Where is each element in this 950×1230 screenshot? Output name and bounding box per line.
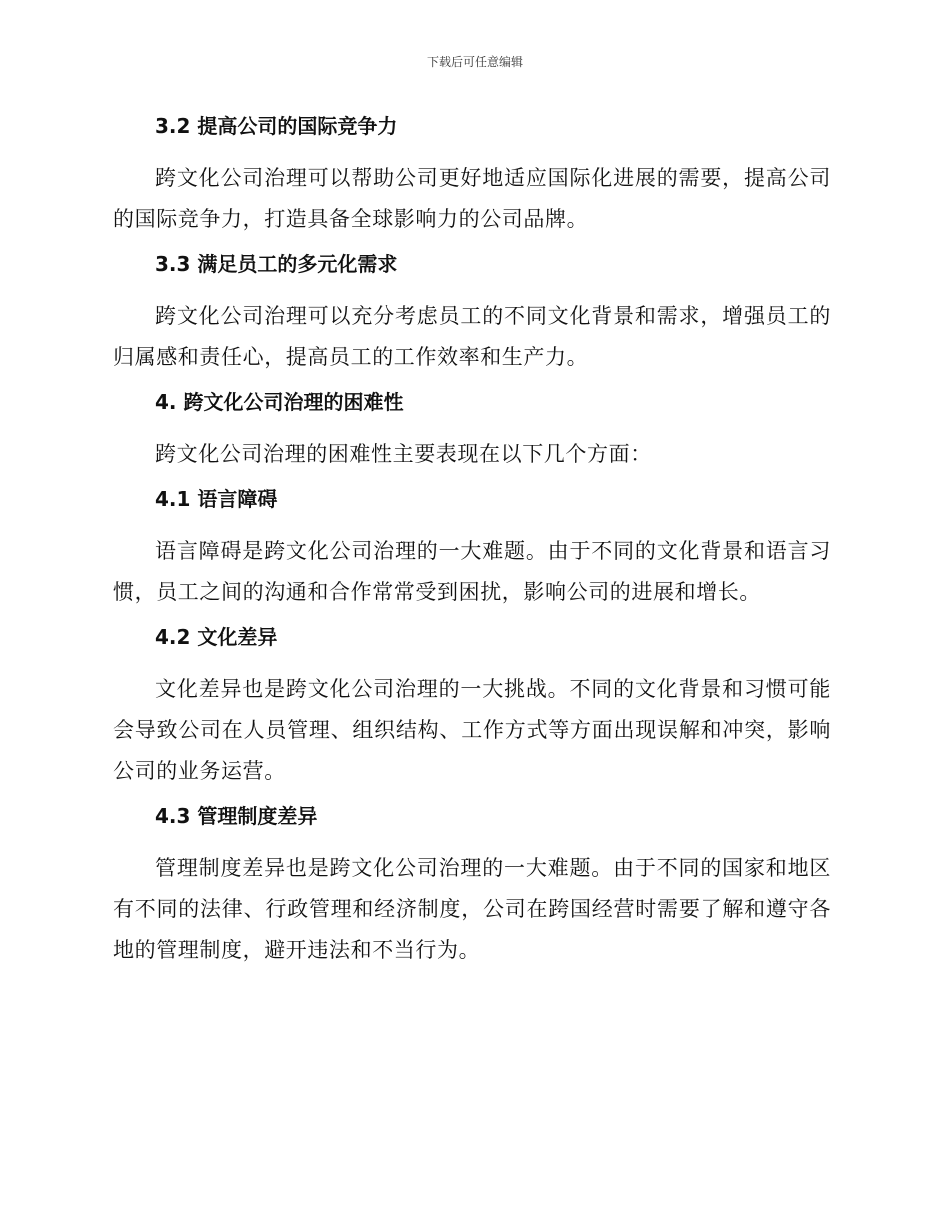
section-heading-3-2: 3.2 提高公司的国际竞争力 [155, 114, 398, 138]
section-heading-3-3: 3.3 满足员工的多元化需求 [155, 252, 398, 276]
section-heading-4-1: 4.1 语言障碍 [155, 487, 278, 511]
section-paragraph-4-3: 管理制度差异也是跨文化公司治理的一大难题。由于不同的国家和地区有不同的法律、行政管理和经济制度，公司在跨国经营时需要了解和遵守各地的管理制度，避开违法和不当行为。 [113, 856, 831, 962]
section-paragraph-4-1: 语言障碍是跨文化公司治理的一大难题。由于不同的文化背景和语言习惯，员工之间的沟通和合作常常受到困扰，影响公司的进展和增长。 [113, 539, 831, 604]
section-heading-4-2: 4.2 文化差异 [155, 625, 278, 649]
section-paragraph-4: 跨文化公司治理的困难性主要表现在以下几个方面： [155, 442, 652, 466]
page-header: 下载后可任意编辑 [426, 55, 523, 69]
section-paragraph-3-2: 跨文化公司治理可以帮助公司更好地适应国际化进展的需要，提高公司的国际竞争力，打造具备全球影响力的公司品牌。 [113, 166, 831, 231]
section-paragraph-3-3: 跨文化公司治理可以充分考虑员工的不同文化背景和需求，增强员工的归属感和责任心，提高员工的工作效率和生产力。 [113, 304, 831, 369]
section-paragraph-4-2: 文化差异也是跨文化公司治理的一大挑战。不同的文化背景和习惯可能会导致公司在人员管理、组织结构、工作方式等方面出现误解和冲突，影响公司的业务运营。 [113, 677, 831, 783]
section-heading-4-3: 4.3 管理制度差异 [155, 804, 318, 828]
section-heading-4: 4. 跨文化公司治理的困难性 [155, 390, 404, 414]
document-body [113, 112, 831, 971]
